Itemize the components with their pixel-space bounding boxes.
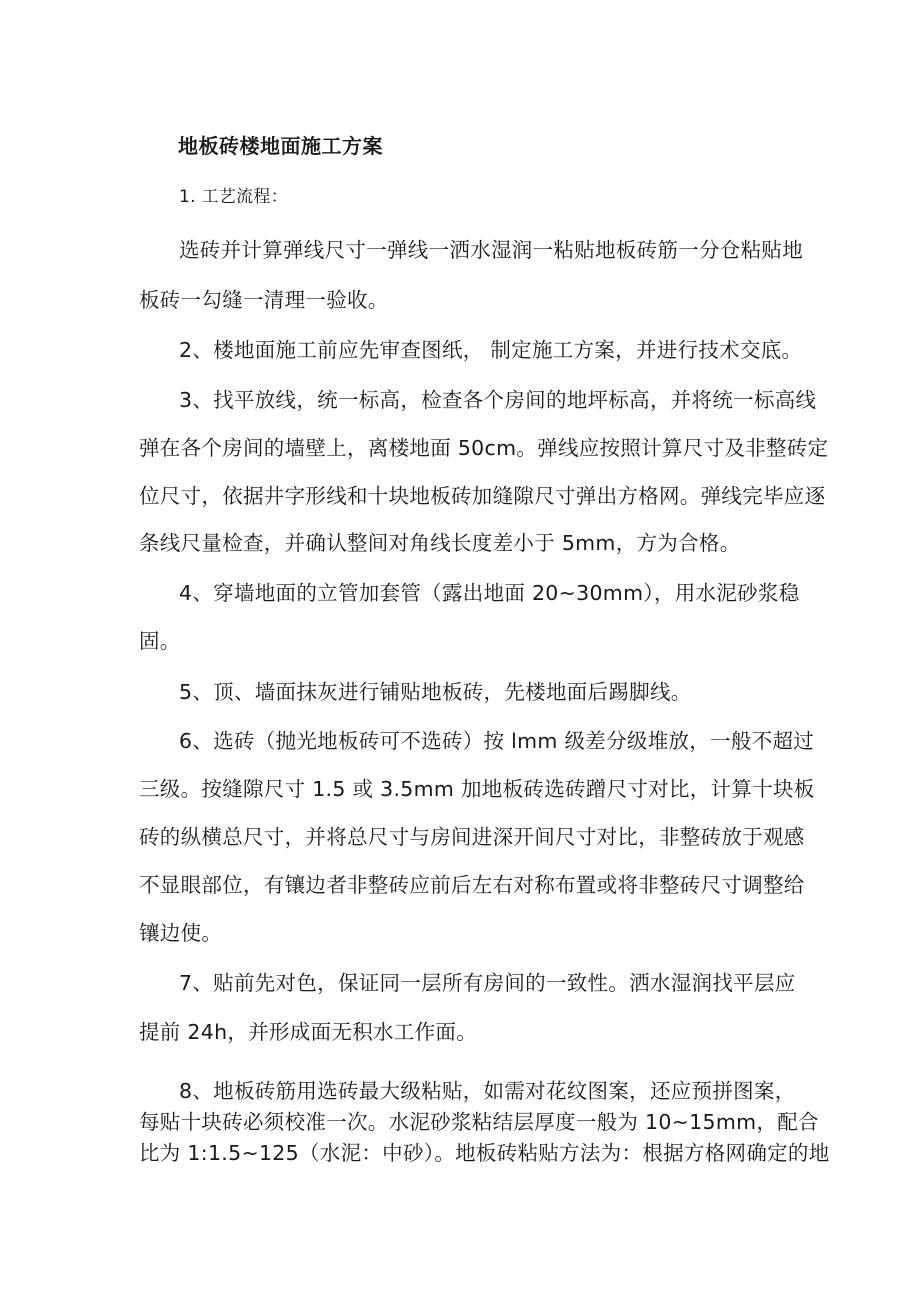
paragraph-line: 镶边使。: [139, 921, 223, 945]
paragraph-line: 固。: [139, 629, 181, 653]
paragraph-line: 比为 1:1.5~125（水泥：中砂）。地板砖粘贴方法为：根据方格网确定的地: [139, 1141, 830, 1165]
paragraph-line: 条线尺量检查，并确认整间对角线长度差小于 5mm，方为合格。: [139, 531, 741, 555]
paragraph-line: 弹在各个房间的墙壁上，离楼地面 50cm。弹线应按照计算尺寸及非整砖定: [139, 436, 829, 460]
paragraph-line: 3、找平放线，统一标高，检查各个房间的地坪标高，并将统一标高线: [179, 388, 817, 412]
paragraph-line: 8、地板砖筋用选砖最大级粘贴，如需对花纹图案，还应预拼图案，: [179, 1079, 796, 1103]
paragraph-line: 4、穿墙地面的立管加套管（露出地面 20~30mm），用水泥砂浆稳: [179, 581, 800, 605]
paragraph-line: 7、贴前先对色，保证同一层所有房间的一致性。洒水湿润找平层应: [179, 971, 796, 995]
paragraph-line: 板砖一勾缝一清理一验收。: [139, 288, 389, 312]
document-title: 地板砖楼地面施工方案: [178, 134, 383, 158]
paragraph-line: 三级。按缝隙尺寸 1.5 或 3.5mm 加地板砖选砖蹭尺寸对比，计算十块板: [139, 777, 815, 801]
paragraph-line: 不显眼部位，有镶边者非整砖应前后左右对称布置或将非整砖尺寸调整给: [139, 873, 805, 897]
paragraph-line: 位尺寸，依据井字形线和十块地板砖加缝隙尺寸弹出方格网。弹线完毕应逐: [139, 484, 826, 508]
paragraph-line: 选砖并计算弹线尺寸一弹线一洒水湿润一粘贴地板砖筋一分仓粘贴地: [179, 238, 803, 262]
paragraph-line: 6、选砖（抛光地板砖可不选砖）按 lmm 级差分级堆放，一般不超过: [179, 729, 815, 753]
paragraph-line: 提前 24h，并形成面无积水工作面。: [139, 1020, 477, 1044]
paragraph-line: 5、顶、墙面抹灰进行铺贴地板砖，先楼地面后踢脚线。: [179, 680, 692, 704]
paragraph-line: 2、楼地面施工前应先审查图纸， 制定施工方案，并进行技术交底。: [179, 338, 803, 362]
paragraph-line: 砖的纵横总尺寸，并将总尺寸与房间进深开间尺寸对比，非整砖放于观感: [139, 825, 805, 849]
section-heading: 1. 工艺流程：: [179, 187, 289, 207]
paragraph-line: 每贴十块砖必须校准一次。水泥砂浆粘结层厚度一般为 10~15mm，配合: [139, 1110, 819, 1134]
